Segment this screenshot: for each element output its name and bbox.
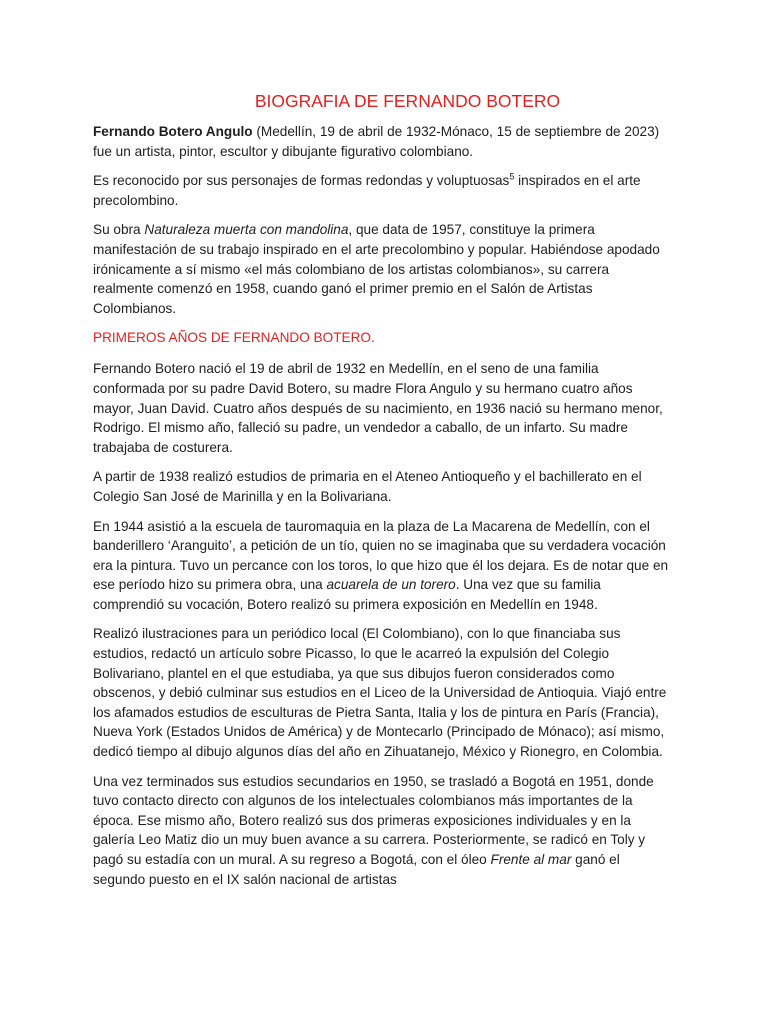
bullfighting-text-start: En 1944 asistió a la escuela de tauromaquia en la plaza de La Macarena de Medellín, con el banderillero ‘Aranguito’, a petición de un tío, quien no se imaginaba que su verdadera vocación era la pintura. Tuvo un percance con los toros, lo que hizo que él los dejara. Es de notar que en ese período hizo su primera obra, una [93, 518, 669, 593]
bogota-text-end: ganó el segundo puesto en el IX salón nacional de artistas [93, 852, 620, 887]
style-text-end: inspirados en el arte precolombino. [93, 173, 641, 208]
bogota-paragraph [93, 772, 672, 890]
illustrations-paragraph: Realizó ilustraciones para un periódico local (El Colombiano), con lo que financiaba sus estudios, redactó un artículo sobre Picasso, lo que le acarreó la expulsión del Colegio Bolivariano, plantel en el que estudiaba, ya que sus dibujos fueron considerados como obscenos, y debió culminar sus estudios en el Liceo de la Universidad de Antioquia. Viajó entre los afamados estudios de esculturas de Pietra Santa, Italia y los de pintura en París (Francia), Nueva York (Estados Unidos de América) y de Montecarlo (Principado de Mónaco); así mismo, dedicó tiempo al dibujo algunos días del año en Zihuatanejo, México y Rionegro, en Colombia. [93, 626, 667, 760]
painting-title: Frente al mar [490, 852, 572, 867]
bogota-text-start: Una vez terminados sus estudios secundarios en 1950, se trasladó a Bogotá en 1951, donde tuvo contacto directo con algunos de los intelectuales colombianos más importantes de la época. Ese mismo año, Botero realizó sus dos primeras exposiciones individuales y en la galería Leo Matiz dio un muy buen avance a su carrera. Posteriormente, se radicó en Toly y pagó su estadía con un mural. A su regreso a Bogotá, con el óleo [93, 773, 654, 867]
education-paragraph: A partir de 1938 realizó estudios de primaria en el Ateneo Antioqueño y el bachillerato en el Colegio San José de Marinilla y en la Bolivariana. [93, 469, 642, 504]
work-text-start: Su obra [93, 222, 145, 238]
style-paragraph [93, 171, 672, 210]
bullfighting-paragraph [93, 517, 672, 615]
work-paragraph [93, 220, 672, 318]
document-title: BIOGRAFIA DE FERNANDO BOTERO [254, 91, 561, 111]
first-work-title: acuarela de un torero [326, 577, 456, 593]
style-text: Es reconocido por sus personajes de formas redondas y voluptuosas [93, 173, 510, 189]
subject-name: Fernando Botero Angulo [93, 124, 253, 139]
intro-text: (Medellín, 19 de abril de 1932-Mónaco, 15 de septiembre de 2023) fue un artista, pintor, escultor y dibujante figurativo colombiano. [93, 124, 660, 159]
artwork-title: Naturaleza muerta con mandolina [144, 222, 349, 238]
bullfighting-text-end: . Una vez que su familia comprendió su vocación, Botero realizó su primera exposición en Medellín en 1948. [93, 577, 601, 612]
early-years-paragraph: Fernando Botero nació el 19 de abril de 1932 en Medellín, en el seno de una familia conformada por su padre David Botero, su madre Flora Angulo y su hermano cuatro años mayor, Juan David. Cuatro años después de su nacimiento, en 1936 nació su hermano menor, Rodrigo. El mismo año, falleció su padre, un vendedor a caballo, de un infarto. Su madre trabajaba de costurera. [93, 361, 663, 455]
work-text-end: , que data de 1957, constituye la primera manifestación de su trabajo inspirado en el arte precolombino y popular. Habiéndose apodado irónicamente a sí mismo «el más colombiano de los artistas colombianos», su carrera realmente comenzó en 1958, cuando ganó el primer premio en el Salón de Artistas Colombianos. [93, 222, 660, 316]
section-heading: PRIMEROS AÑOS DE FERNANDO BOTERO. [93, 330, 375, 346]
intro-paragraph [93, 122, 672, 161]
footnote-ref: 5 [509, 171, 515, 182]
